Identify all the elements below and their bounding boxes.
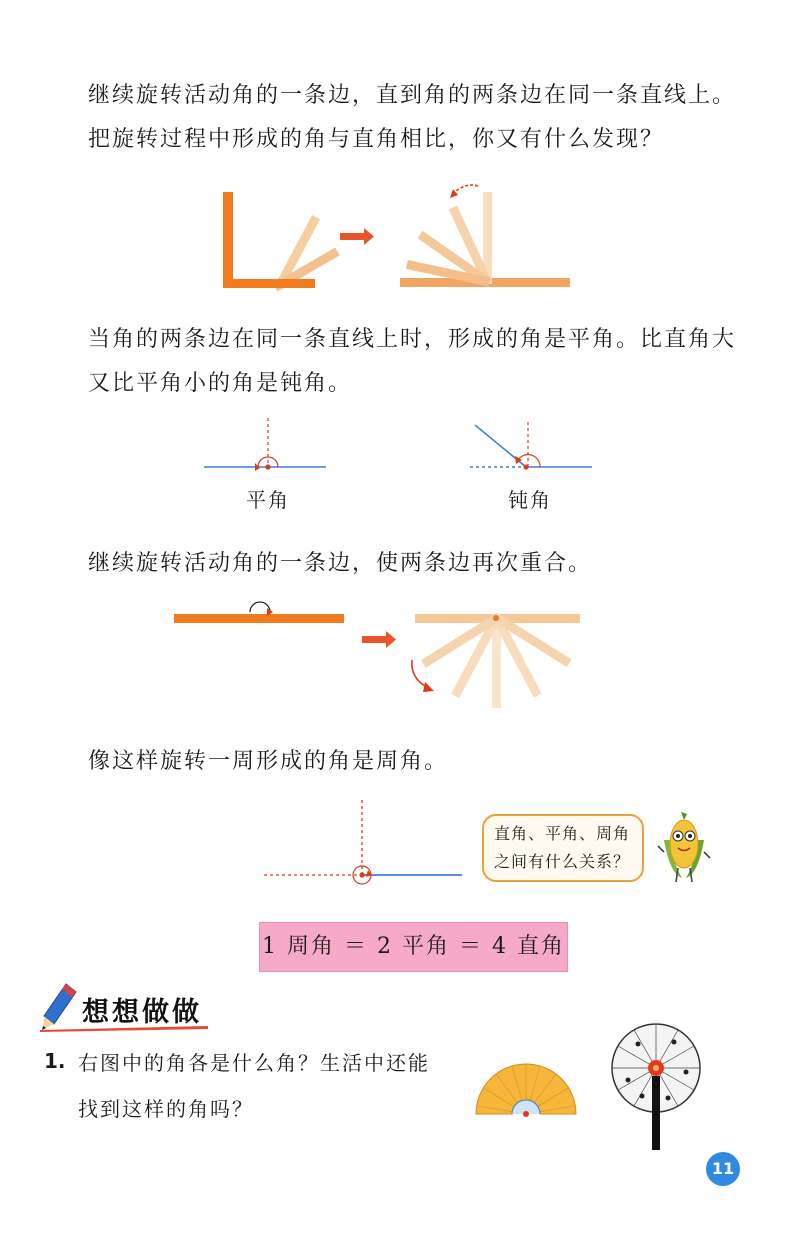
question-line-2: 找到这样的角吗？ xyxy=(78,1097,254,1121)
angle-relation-formula: 1 周角 ＝ 2 平角 ＝ 4 直角 xyxy=(259,922,568,972)
rotation-to-straight-figure xyxy=(210,178,590,298)
corn-mascot-icon xyxy=(656,810,712,886)
right-angle-sticks xyxy=(223,192,340,291)
speech-bubble xyxy=(482,814,644,882)
question-text xyxy=(78,1040,430,1132)
obtuse-angle-label: 钝角 xyxy=(508,488,552,512)
question-line-1: 右图中的角各是什么角？生活中还能 xyxy=(78,1051,430,1075)
rotation-to-full-figure xyxy=(170,596,590,714)
intro-paragraph xyxy=(88,74,736,162)
page-number-badge: 11 xyxy=(706,1152,740,1186)
definition-line-2: 又比平角小的角是钝角。 xyxy=(88,371,353,396)
intro-line-2: 把旋转过程中形成的角与直角相比，你又有什么发现？ xyxy=(88,127,665,152)
continue-line: 继续旋转活动角的一条边，使两条边再次重合。 xyxy=(88,551,593,576)
section-title: 想想做做 xyxy=(82,997,202,1028)
full-angle-diagram xyxy=(264,798,464,890)
rotation-arrow-icon xyxy=(412,660,434,692)
folding-fan-image xyxy=(474,1058,578,1120)
straight-angle-sticks xyxy=(400,185,570,287)
full-angle-line: 像这样旋转一周形成的角是周角。 xyxy=(88,749,449,774)
rotate-arrow-icon-2 xyxy=(362,631,396,648)
intro-line-1: 继续旋转活动角的一条边，直到角的两条边在同一条直线上。 xyxy=(88,83,737,108)
round-fan-image xyxy=(608,1022,704,1152)
bubble-line-1: 直角、平角、周角 xyxy=(494,824,631,843)
full-rotation-sticks xyxy=(415,613,580,708)
definition-line-1: 当角的两条边在同一条直线上时，形成的角是平角。比直角大 xyxy=(88,327,737,352)
continue-paragraph xyxy=(88,542,592,586)
rotate-arrow-icon xyxy=(340,228,374,245)
question-number: 1. xyxy=(44,1049,66,1073)
straight-angle-label: 平角 xyxy=(246,488,290,512)
bubble-line-2: 之间有什么关系？ xyxy=(494,852,631,871)
obtuse-angle-diagram xyxy=(470,420,596,476)
straight-stick xyxy=(174,602,344,623)
straight-angle-diagram xyxy=(204,416,330,476)
definition-paragraph xyxy=(88,318,736,406)
full-angle-paragraph xyxy=(88,740,448,784)
